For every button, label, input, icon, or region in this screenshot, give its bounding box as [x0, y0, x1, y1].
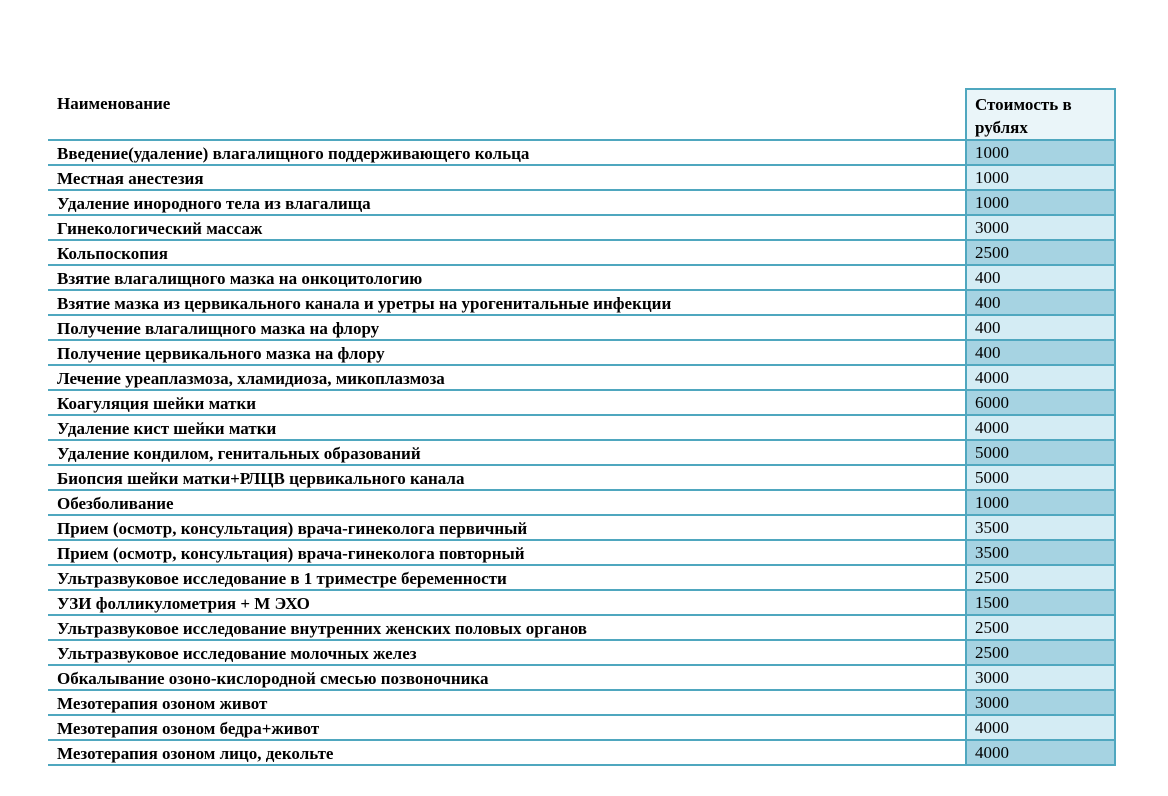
service-name-cell: Мезотерапия озоном живот [48, 690, 966, 715]
table-row [48, 615, 1115, 640]
service-price-cell: 4000 [966, 715, 1115, 740]
table-row [48, 640, 1115, 665]
service-price-cell: 400 [966, 315, 1115, 340]
table-row [48, 165, 1115, 190]
service-price-cell: 4000 [966, 740, 1115, 765]
column-header-price [966, 89, 1115, 140]
service-price-cell: 2500 [966, 565, 1115, 590]
service-price-cell: 4000 [966, 415, 1115, 440]
service-name-cell: Кольпоскопия [48, 240, 966, 265]
service-price-cell: 5000 [966, 440, 1115, 465]
table-row [48, 590, 1115, 615]
table-row [48, 415, 1115, 440]
service-name-cell: Получение влагалищного мазка на флору [48, 315, 966, 340]
service-price-cell: 3000 [966, 215, 1115, 240]
service-price-cell: 4000 [966, 365, 1115, 390]
service-name-cell: Удаление кист шейки матки [48, 415, 966, 440]
service-name-cell: Удаление инородного тела из влагалища [48, 190, 966, 215]
table-row [48, 390, 1115, 415]
table-body [48, 140, 1115, 765]
service-name-cell: Ультразвуковое исследование молочных желез [48, 640, 966, 665]
service-name-cell: Взятие мазка из цервикального канала и уретры на урогенитальные инфекции [48, 290, 966, 315]
table-row [48, 365, 1115, 390]
table-row [48, 265, 1115, 290]
table-row [48, 490, 1115, 515]
service-name-cell: Ультразвуковое исследование в 1 триместре беременности [48, 565, 966, 590]
service-name-cell: УЗИ фолликулометрия + М ЭХО [48, 590, 966, 615]
service-price-cell: 1000 [966, 140, 1115, 165]
service-price-cell: 1000 [966, 190, 1115, 215]
table-row [48, 140, 1115, 165]
service-price-cell: 3000 [966, 665, 1115, 690]
column-header-price-line2: рублях [975, 118, 1028, 137]
service-price-cell: 3000 [966, 690, 1115, 715]
table-row [48, 465, 1115, 490]
service-name-cell: Лечение уреаплазмоза, хламидиоза, микоплазмоза [48, 365, 966, 390]
table-row [48, 540, 1115, 565]
service-name-cell: Получение цервикального мазка на флору [48, 340, 966, 365]
service-price-cell: 2500 [966, 640, 1115, 665]
table-row [48, 290, 1115, 315]
service-price-cell: 3500 [966, 515, 1115, 540]
table-row [48, 690, 1115, 715]
table-row [48, 340, 1115, 365]
service-price-cell: 5000 [966, 465, 1115, 490]
table-row [48, 240, 1115, 265]
table-row [48, 715, 1115, 740]
table-row [48, 440, 1115, 465]
service-price-cell: 2500 [966, 240, 1115, 265]
price-table [48, 88, 1116, 766]
table-row [48, 665, 1115, 690]
service-price-cell: 1500 [966, 590, 1115, 615]
service-name-cell: Обезболивание [48, 490, 966, 515]
service-price-cell: 6000 [966, 390, 1115, 415]
table-row [48, 565, 1115, 590]
service-name-cell: Гинекологический массаж [48, 215, 966, 240]
service-name-cell: Введение(удаление) влагалищного поддерживающего кольца [48, 140, 966, 165]
service-name-cell: Местная анестезия [48, 165, 966, 190]
service-name-cell: Взятие влагалищного мазка на онкоцитологию [48, 265, 966, 290]
service-price-cell: 3500 [966, 540, 1115, 565]
service-name-cell: Мезотерапия озоном лицо, декольте [48, 740, 966, 765]
service-name-cell: Обкалывание озоно-кислородной смесью позвоночника [48, 665, 966, 690]
column-header-price-line1: Стоимость в [975, 95, 1072, 114]
service-name-cell: Коагуляция шейки матки [48, 390, 966, 415]
table-row [48, 515, 1115, 540]
table-row [48, 740, 1115, 765]
service-name-cell: Прием (осмотр, консультация) врача-гинеколога первичный [48, 515, 966, 540]
service-price-cell: 1000 [966, 490, 1115, 515]
table-header-row [48, 89, 1115, 140]
service-name-cell: Удаление кондилом, генитальных образований [48, 440, 966, 465]
service-name-cell: Прием (осмотр, консультация) врача-гинеколога повторный [48, 540, 966, 565]
service-price-cell: 400 [966, 340, 1115, 365]
service-name-cell: Мезотерапия озоном бедра+живот [48, 715, 966, 740]
table-row [48, 315, 1115, 340]
table-row [48, 190, 1115, 215]
table-row [48, 215, 1115, 240]
service-price-cell: 1000 [966, 165, 1115, 190]
service-price-cell: 400 [966, 265, 1115, 290]
service-name-cell: Ультразвуковое исследование внутренних женских половых органов [48, 615, 966, 640]
service-price-cell: 2500 [966, 615, 1115, 640]
service-price-cell: 400 [966, 290, 1115, 315]
service-name-cell: Биопсия шейки матки+РЛЦВ цервикального канала [48, 465, 966, 490]
column-header-name: Наименование [48, 89, 966, 140]
